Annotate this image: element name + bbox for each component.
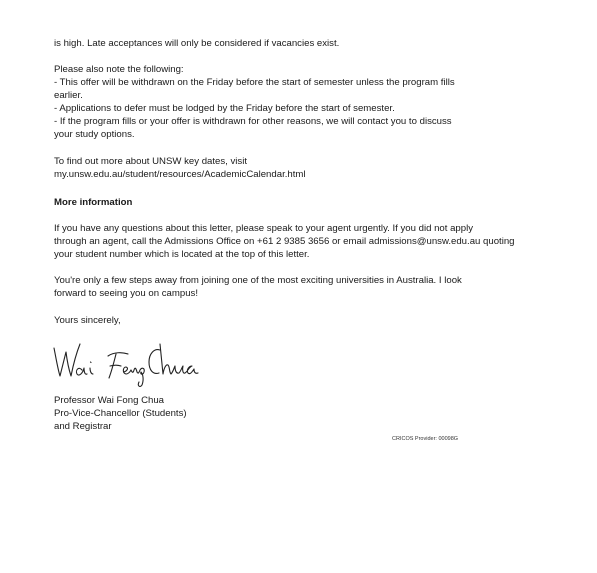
closing-paragraph-line-1: You're only a few steps away from joining one of the most exciting universities in Australia. I look bbox=[54, 275, 462, 286]
yours-sincerely: Yours sincerely, bbox=[54, 315, 121, 326]
key-dates-url: my.unsw.edu.au/student/resources/AcademicCalendar.html bbox=[54, 169, 306, 180]
note-bullet-defer: - Applications to defer must be lodged by the Friday before the start of semester. bbox=[54, 103, 395, 114]
questions-line-3: your student number which is located at the top of this letter. bbox=[54, 249, 310, 260]
note-bullet-contact-cont: your study options. bbox=[54, 129, 135, 140]
more-information-heading: More information bbox=[54, 197, 133, 208]
closing-paragraph-line-2: forward to seeing you on campus! bbox=[54, 288, 198, 299]
note-bullet-withdrawn-cont: earlier. bbox=[54, 90, 83, 101]
questions-line-1: If you have any questions about this letter, please speak to your agent urgently. If you did not apply bbox=[54, 223, 474, 234]
signatory-name: Professor Wai Fong Chua bbox=[54, 395, 165, 406]
key-dates-line: To find out more about UNSW key dates, visit bbox=[54, 156, 248, 167]
late-acceptance-line: is high. Late acceptances will only be considered if vacancies exist. bbox=[54, 38, 340, 49]
questions-line-2: through an agent, call the Admissions Office on +61 2 9385 3656 or email admissions@unsw.edu.au quoting bbox=[54, 236, 515, 247]
note-intro-line: Please also note the following: bbox=[54, 64, 184, 75]
cricos-provider-code: CRICOS Provider: 00098G bbox=[392, 436, 459, 442]
signatory-title-2: and Registrar bbox=[54, 421, 112, 432]
signatory-title: Pro-Vice-Chancellor (Students) bbox=[54, 408, 187, 419]
note-bullet-withdrawn: - This offer will be withdrawn on the Friday before the start of semester unless the program fills bbox=[54, 77, 455, 88]
note-bullet-contact: - If the program fills or your offer is withdrawn for other reasons, we will contact you to discuss bbox=[54, 116, 452, 127]
handwritten-signature bbox=[52, 340, 202, 388]
